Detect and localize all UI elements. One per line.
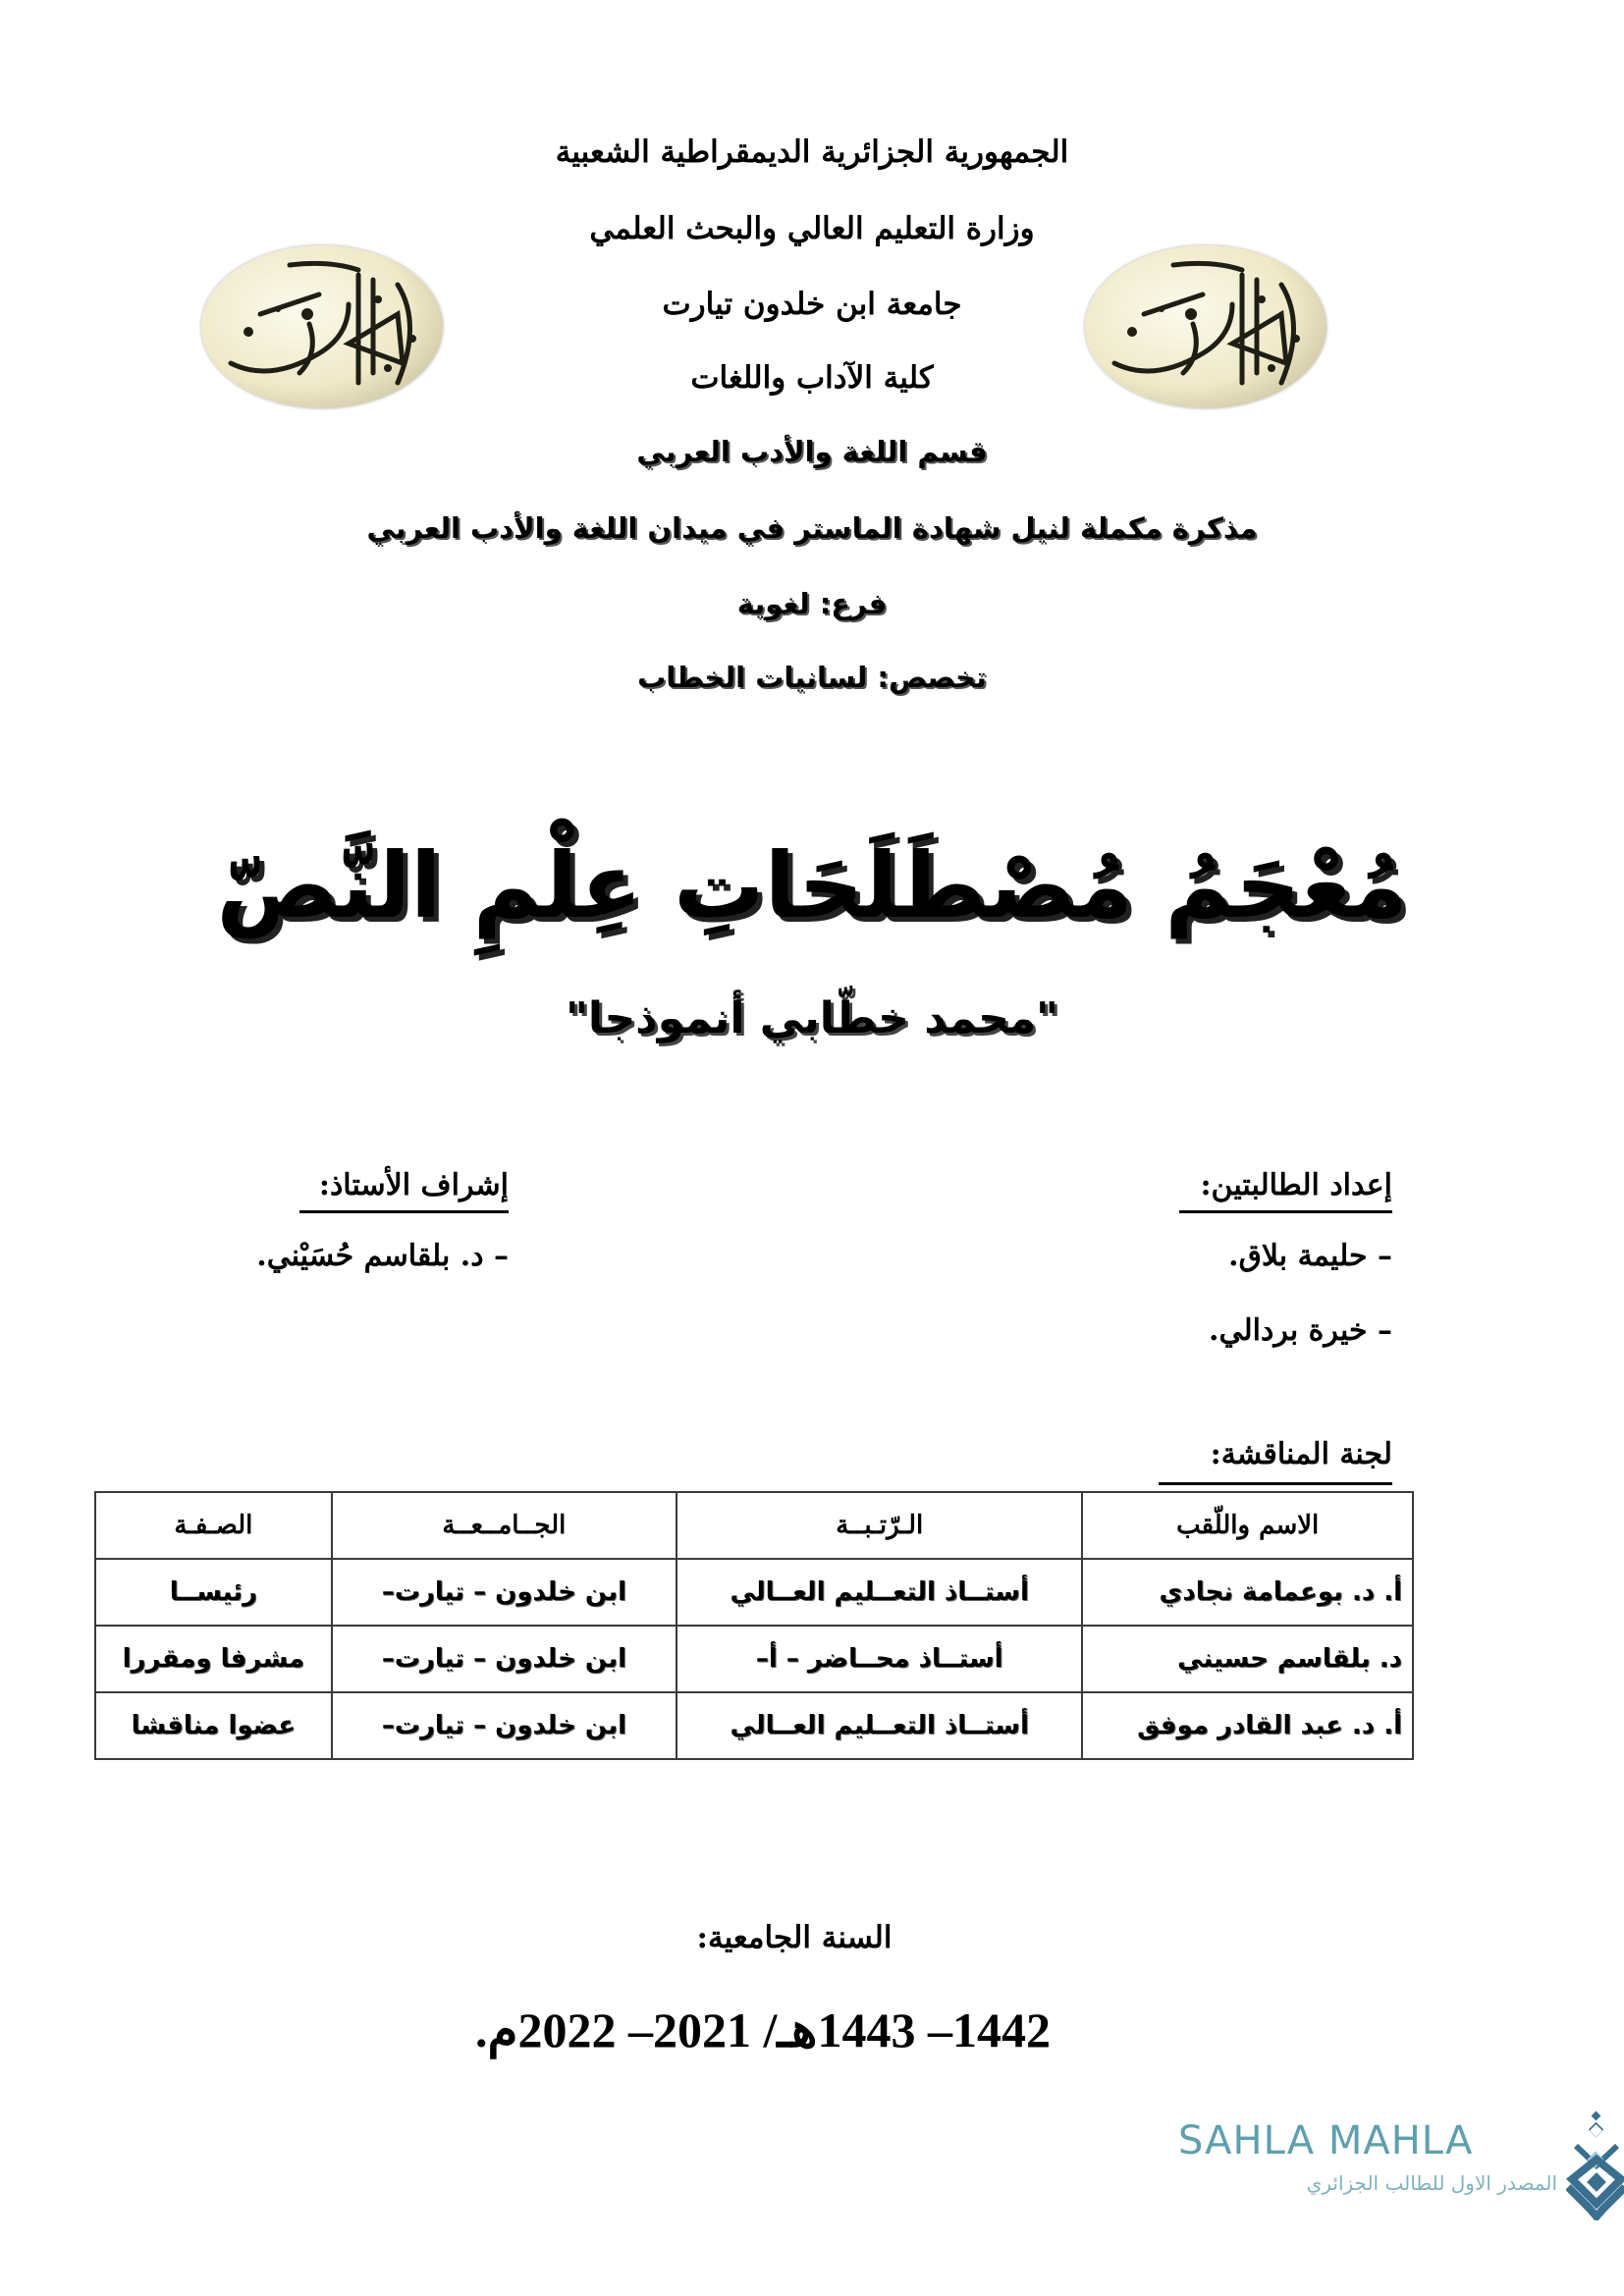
member-name: أ. د. بوعمامة نجادي — [1082, 1559, 1413, 1626]
committee-heading-underline — [1159, 1482, 1392, 1485]
sahla-mahla-watermark — [1178, 2110, 1610, 2228]
member-name: د. بلقاسم حسيني — [1082, 1626, 1413, 1692]
student-name-1: – حليمة بلاق. — [1228, 1239, 1392, 1273]
column-header-role: الصـفـة — [95, 1492, 332, 1559]
academic-year-label: السنة الجامعية: — [696, 1920, 893, 1955]
watermark-tagline: المصدر الاول للطالب الجزائري — [1306, 2171, 1557, 2195]
department-name: قسم اللغة والأدب العربي — [636, 435, 988, 468]
supervisor-heading: إشراف الأستاذ: — [318, 1168, 509, 1202]
ministry-name: وزارة التعليم العالي والبحث العلمي — [589, 211, 1035, 246]
column-header-name: الاسم واللّقب — [1082, 1492, 1413, 1559]
watermark-brand: SAHLA MAHLA — [1178, 2118, 1474, 2163]
country-name: الجمهورية الجزائرية الديمقراطية الشعبية — [555, 134, 1069, 170]
table-header-row — [95, 1492, 1413, 1559]
member-rank: أستــاذ التعــليم العــالي — [677, 1559, 1082, 1626]
member-rank: أستــاذ محــاضر – أ– — [677, 1626, 1082, 1692]
column-header-rank: الـرّتـبــة — [677, 1492, 1082, 1559]
faculty-name: كلية الآداب واللغات — [690, 360, 934, 396]
sahla-mahla-logo-icon — [1566, 2110, 1624, 2220]
table-row — [95, 1692, 1413, 1759]
member-university: ابن خلدون – تيارت– — [332, 1559, 677, 1626]
student-name-2: – خيرة بردالي. — [1209, 1313, 1392, 1348]
member-role: عضوا مناقشا — [95, 1692, 332, 1759]
committee-table — [94, 1491, 1414, 1760]
member-university: ابن خلدون – تيارت– — [332, 1626, 677, 1692]
degree-statement: مذكرة مكملة لنيل شهادة الماستر في ميدان اللغة والأدب العربي — [366, 511, 1258, 545]
university-name: جامعة ابن خلدون تيارت — [662, 287, 962, 322]
students-heading: إعداد الطالبتين: — [1200, 1168, 1392, 1202]
specialty-line: تخصص: لسانيات الخطاب — [637, 661, 987, 694]
students-heading-underline — [1179, 1210, 1392, 1213]
academic-year-value: 1442– 1443هـ/ 2021– 2022م. — [475, 2002, 1051, 2057]
committee-heading: لجنة المناقشة: — [1210, 1437, 1392, 1471]
member-rank: أستــاذ التعــليم العــالي — [677, 1692, 1082, 1759]
column-header-university: الجــامــعــة — [332, 1492, 677, 1559]
member-role: رئيســا — [95, 1559, 332, 1626]
supervisor-heading-underline — [299, 1210, 509, 1213]
thesis-subtitle: "محمد خطّابي أنموذجا" — [566, 993, 1058, 1043]
supervisor-name: – د. بلقاسم حُسَيْني. — [256, 1239, 509, 1273]
member-university: ابن خلدون – تيارت– — [332, 1692, 677, 1759]
table-row — [95, 1626, 1413, 1692]
thesis-title: مُعْجَمُ مُصْطَلَحَاتِ عِلْمِ النَّصّ — [216, 833, 1408, 938]
member-role: مشرفا ومقررا — [95, 1626, 332, 1692]
branch-line: فرع: لغوية — [736, 587, 888, 620]
table-row — [95, 1559, 1413, 1626]
member-name: أ. د. عبد القادر موفق — [1082, 1692, 1413, 1759]
